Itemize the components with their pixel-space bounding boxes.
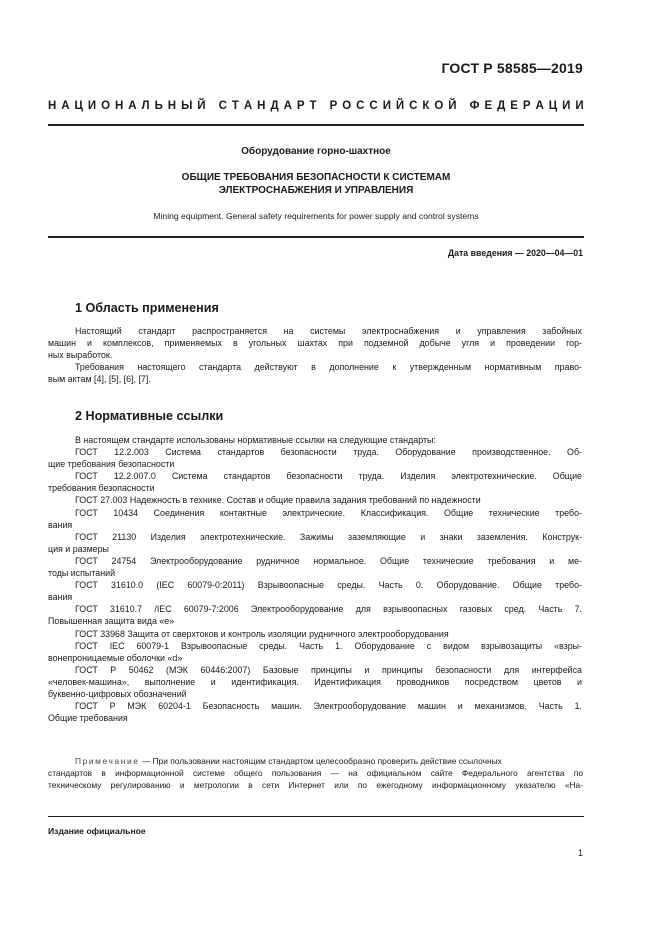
page-number: 1: [577, 848, 583, 858]
document-title-english: Mining equipment. General safety requirements for power supply and control systems: [153, 211, 479, 221]
note-line-2: стандартов в информационной системе общего пользования — на официальном сайте Федерального агентства по: [48, 767, 583, 778]
reference-line: вания: [48, 592, 73, 603]
reference-line: щие требования безопасности: [48, 459, 175, 470]
reference-line: ГОСТ 31610.0 (IEC 60079-0:2011) Взрывоопасные среды. Часть 0. Оборудование. Общие требо-: [75, 580, 582, 591]
reference-line: вания: [48, 519, 73, 530]
header-divider: [48, 124, 584, 126]
reference-item: [75, 494, 582, 506]
standard-number: ГОСТ Р 58585—2019: [441, 60, 583, 76]
title-line-2: ЭЛЕКТРОСНАБЖЕНИЯ И УПРАВЛЕНИЯ: [218, 185, 414, 196]
reference-line: ГОСТ 31610.7 /IEC 60079-7:2006 Электрооборудование для взрывоопасных газовых сред. Часть 7.: [75, 604, 582, 615]
s1-p1-line-3: ных выработок.: [48, 350, 113, 361]
reference-line: требования безопасности: [48, 483, 155, 494]
reference-line: ГОСТ 12.2.007.0 Система стандартов безопасности труда. Изделия электротехнические. Общие: [75, 471, 582, 482]
section-1-body: [48, 325, 582, 385]
reference-line: ГОСТ 21130 Изделия электротехнические. Зажимы заземляющие и знаки заземления. Конструк-: [75, 531, 582, 542]
reference-line: тоды испытаний: [48, 568, 116, 579]
s1-p1-line-1: Настоящий стандарт распространяется на системы электроснабжения и управления забойных: [75, 326, 582, 336]
footer-divider: [48, 816, 584, 817]
reference-line: «человек-машина», выполнение и идентификация. Идентификация проводников посредством цветов и: [48, 676, 582, 687]
reference-item: [48, 664, 582, 700]
reference-line: буквенно-цифровых обозначений: [48, 688, 187, 699]
note-line-1: — При пользовании настоящим стандартом целесообразно проверить действие ссылочных: [139, 756, 502, 766]
s2-intro: В настоящем стандарте использованы нормативные ссылки на следующие стандарты:: [75, 435, 436, 445]
title-divider: [48, 236, 584, 238]
reference-line: ГОСТ Р 50462 (МЭК 60446:2007) Базовые принципы и принципы безопасности для интерфейса: [75, 664, 582, 675]
reference-line: ГОСТ Р МЭК 60204-1 Безопасность машин. Электрооборудование машин и механизмов. Часть 1.: [75, 701, 582, 712]
reference-line: ГОСТ 12.2.003 Система стандартов безопасности труда. Оборудование производственное. Об-: [75, 447, 582, 458]
reference-item: [48, 470, 582, 494]
s1-p2-line-1: Требования настоящего стандарта действуют в дополнение к утвержденным нормативным право-: [75, 362, 582, 373]
s1-p1-line-2: машин и комплексов, применяемых в угольных шахтах при подземной добыче угля и проведении гор-: [48, 338, 582, 349]
reference-item: [48, 579, 582, 603]
reference-item: [48, 446, 582, 470]
reference-line: ГОСТ IEC 60079-1 Взрывоопасные среды. Часть 1. Оборудование с видом взрывозащиты «взры-: [75, 640, 582, 651]
reference-item: [75, 628, 582, 640]
document-title: [48, 171, 584, 197]
reference-line: ГОСТ 10434 Соединения контактные электрические. Классификация. Общие технические требо-: [75, 507, 582, 518]
reference-line: ция и размеры: [48, 543, 109, 554]
section-2-body: [48, 434, 582, 724]
edition-label: Издание официальное: [48, 826, 146, 836]
reference-line: ГОСТ 27.003 Надежность в технике. Состав и общие правила задания требований по надежности: [75, 495, 481, 506]
reference-item: [48, 603, 582, 627]
section-2-heading: 2 Нормативные ссылки: [75, 409, 224, 423]
introduction-date: Дата введения — 2020—04—01: [447, 248, 583, 258]
note-line-3: техническому регулированию и метрологии в сети Интернет или по ежегодному информационному указателю «На-: [48, 779, 583, 790]
normative-references-list: [48, 446, 582, 724]
reference-item: [48, 700, 582, 724]
section-1-heading: 1 Область применения: [75, 301, 219, 315]
s1-p2-line-2: вым актам [4], [5], [6], [7].: [48, 374, 151, 385]
reference-line: Повышенная защита вида «е»: [48, 616, 175, 627]
national-standard-banner: Н А Ц И О Н А Л Ь Н Ы Й С Т А Н Д А Р Т Р О С С И Й С К О Й Ф Е Д Е Р А Ц И И: [48, 100, 584, 112]
reference-line: ГОСТ 24754 Электрооборудование рудничное нормальное. Общие технические требования и ме-: [75, 555, 582, 566]
reference-item: [48, 531, 582, 555]
reference-line: Общие требования: [48, 713, 128, 724]
reference-item: [48, 555, 582, 579]
note-label: Примечание: [75, 756, 140, 766]
reference-line: вонепроницаемые оболочки «d»: [48, 652, 183, 663]
document-subject: Оборудование горно-шахтное: [241, 146, 391, 157]
reference-line: ГОСТ 33968 Защита от сверхтоков и контроль изоляции рудничного электрооборудования: [75, 628, 449, 639]
note-block: [48, 756, 583, 792]
reference-item: [48, 640, 582, 664]
title-line-1: ОБЩИЕ ТРЕБОВАНИЯ БЕЗОПАСНОСТИ К СИСТЕМАМ: [181, 172, 451, 183]
reference-item: [48, 507, 582, 531]
